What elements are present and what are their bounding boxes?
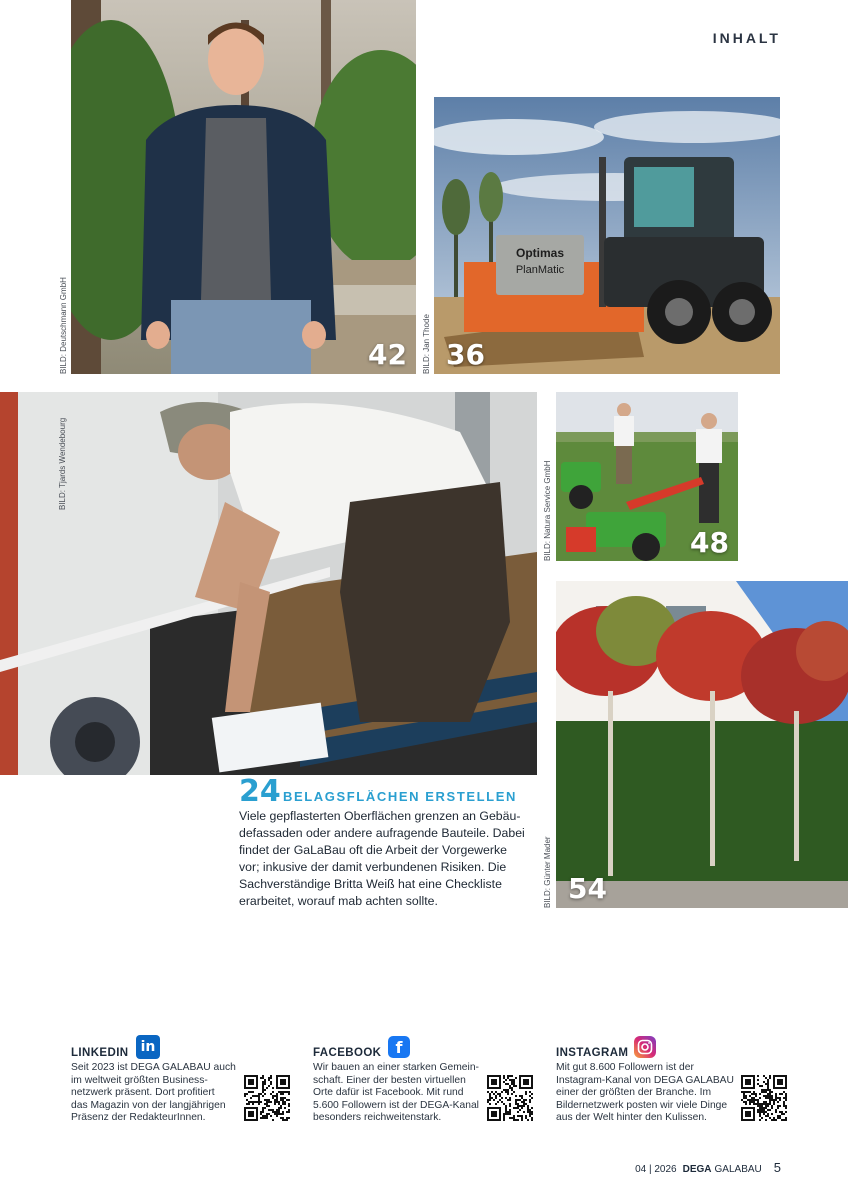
qr-code-facebook[interactable] xyxy=(487,1075,533,1121)
page-number-54[interactable]: 54 xyxy=(568,872,607,905)
page-number-42[interactable]: 42 xyxy=(368,338,407,371)
page-number: 5 xyxy=(773,1160,781,1175)
social-line: im weltweit größten Business- xyxy=(71,1074,208,1086)
social-text-linkedin xyxy=(71,1062,241,1125)
instagram-icon[interactable] xyxy=(634,1036,656,1058)
social-title-facebook: FACEBOOK xyxy=(313,1047,382,1059)
social-title-linkedin: LINKEDIN xyxy=(71,1047,129,1059)
social-text-instagram xyxy=(556,1062,734,1125)
social-line: Wir bauen an einer starken Gemein- xyxy=(313,1062,479,1073)
issue-number: 04 | 2026 xyxy=(635,1164,677,1175)
linkedin-icon[interactable] xyxy=(136,1035,160,1059)
social-line: besonders reichweitenstark. xyxy=(313,1112,442,1124)
article-number[interactable]: 24 xyxy=(239,774,281,809)
photo-credit: BILD: Günter Mader xyxy=(543,836,552,908)
photo-machine xyxy=(434,97,780,374)
social-line: Präsenz der RedakteurInnen. xyxy=(71,1112,206,1124)
photo-credit: BILD: Deutschmann GmbH xyxy=(59,277,68,374)
photo-hedge xyxy=(556,581,848,908)
machine-sign-line1: Optimas xyxy=(515,246,565,260)
article-line: vor; inkusive der damit verbundenen Risiken. Die xyxy=(239,860,507,874)
article-line: defassaden oder andere aufragende Bauteile. Dabei xyxy=(239,826,525,840)
photo-credit: BILD: Tjards Wendebourg xyxy=(58,417,67,510)
social-line: netzwerk präsent. Dort profitiert xyxy=(71,1087,215,1099)
photo-credit: BILD: Jan Thode xyxy=(422,314,431,374)
social-line: 5.600 Followern ist der DEGA-Kanal xyxy=(313,1099,479,1111)
facebook-icon[interactable] xyxy=(388,1036,410,1058)
section-label: INHALT xyxy=(712,30,781,46)
qr-code-linkedin[interactable] xyxy=(244,1075,290,1121)
social-title-instagram: INSTAGRAM xyxy=(556,1047,629,1059)
social-text-facebook xyxy=(313,1062,483,1125)
social-line: das Magazin von der langjährigen xyxy=(71,1099,226,1111)
social-line: aus der Welt hinter den Kulissen. xyxy=(556,1112,707,1124)
article-line: Sachverständige Britta Weiß hat eine Checkliste xyxy=(239,877,502,891)
article-line: findet der GaLaBau oft die Arbeit der Vorgewerke xyxy=(239,843,507,857)
photo-credit: BILD: Natura Service GmbH xyxy=(543,460,552,561)
article-body xyxy=(239,808,539,910)
social-line: Orte dafür ist Facebook. Mit rund xyxy=(313,1087,464,1099)
machine-sign-line2: PlanMatic xyxy=(515,264,565,276)
social-line: Seit 2023 ist DEGA GALABAU auch xyxy=(71,1062,236,1073)
page-number-36[interactable]: 36 xyxy=(446,338,485,371)
magazine-name: DEGA xyxy=(682,1164,712,1175)
linkedin-glyph: in xyxy=(140,1039,156,1055)
photo-portrait xyxy=(71,0,416,374)
instagram-glyph xyxy=(637,1039,653,1055)
social-line: einer der größten der Branche. Im xyxy=(556,1087,712,1099)
article-line: Viele gepflasterten Oberflächen grenzen an Gebäu- xyxy=(239,809,521,823)
facebook-glyph: f xyxy=(395,1037,403,1057)
magazine-name-suffix: GALABAU xyxy=(714,1164,762,1175)
page-footer xyxy=(635,1160,781,1175)
article-line: erarbeitet, worauf mab achten sollte. xyxy=(239,894,438,908)
social-line: schaft. Einer der besten virtuellen xyxy=(313,1074,466,1086)
article-headline[interactable]: BELAGSFLÄCHEN ERSTELLEN xyxy=(283,789,517,804)
photo-worker xyxy=(0,392,537,775)
page-number-48[interactable]: 48 xyxy=(690,526,729,559)
qr-code-instagram[interactable] xyxy=(741,1075,787,1121)
social-line: Instagram-Kanal von DEGA GALABAU xyxy=(556,1074,734,1086)
social-line: Mit gut 8.600 Followern ist der xyxy=(556,1062,694,1073)
social-line: Bildernetzwerk posten wir viele Dinge xyxy=(556,1099,728,1111)
